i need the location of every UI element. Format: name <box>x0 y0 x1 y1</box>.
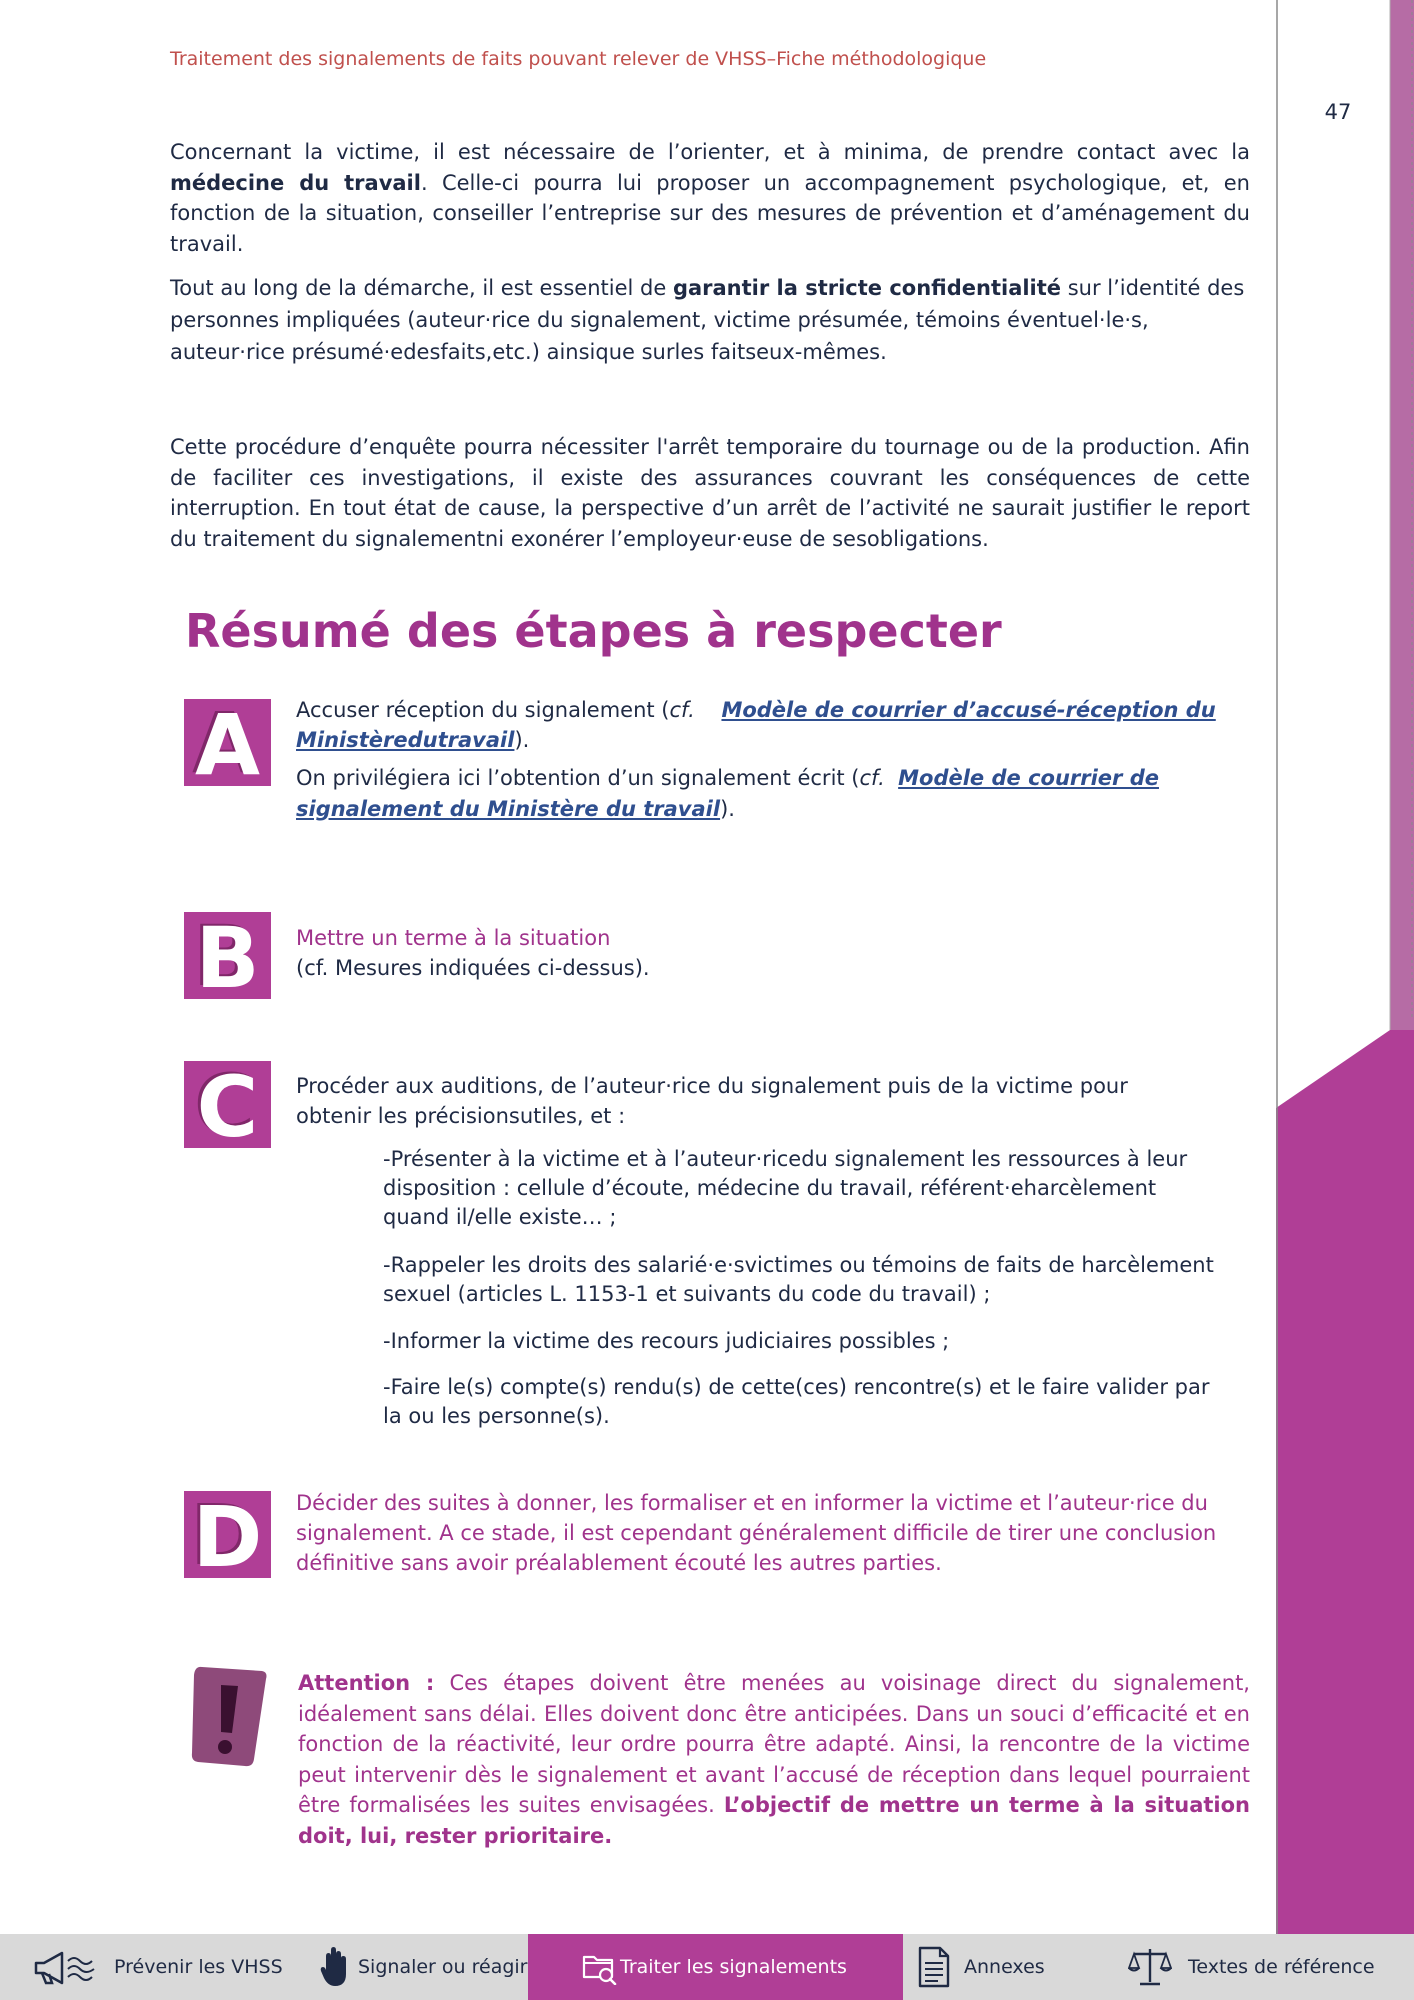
hand-icon <box>320 1946 348 1988</box>
attention-conclusion: L’objectif de mettre un terme à la situation doit, lui, rester prioritaire. <box>298 1793 1250 1848</box>
section-title: Résumé des étapes à respecter <box>185 604 1002 658</box>
nav-label-textes: Textes de référence <box>1188 1956 1375 1978</box>
step-d-text: Décider des suites à donner, les formaliser et en informer la victime et l’auteur·rice du signalement. A ce stade, il est cependant généralement difficile de tirer une conclusion définitive sans avoir préalablement écouté les autres parties. <box>296 1491 1217 1575</box>
step-a-line2: On privilégiera ici l’obtention d’un signalement écrit (cf. Modèle de courrier de signalement du Ministère du travail). <box>296 766 1159 821</box>
nav-item-signaler[interactable] <box>290 1934 528 2000</box>
step-c-item-2: -Rappeler les droits des salarié·e·svictimes ou témoins de faits de harcèlement sexuel (articles L. 1153-1 et suivants du code du travail) ; <box>383 1253 1214 1306</box>
document-icon <box>918 1946 950 1988</box>
nav-label-prevenir: Prévenir les VHSS <box>114 1956 283 1978</box>
bold-occupational-medicine: médecine du travail <box>170 170 421 195</box>
page-number: 47 <box>1324 100 1352 124</box>
paragraph-investigation: Cette procédure d’enquête pourra nécessiter l'arrêt temporaire du tournage ou de la production. Afin de faciliter ces investigations, il existe des assurances couvrant les conséquences de cette interruption. En tout état de cause, la perspective d’un arrêt de l’activité ne saurait justifier le report du traitement du signalementni exonérer l’employeur·euse de sesobligations. <box>170 435 1250 551</box>
step-c-intro: Procéder aux auditions, de l’auteur·rice du signalement puis de la victime pour obtenir les précisionsutiles, et : <box>296 1074 1128 1128</box>
step-a-line1: Accuser réception du signalement (cf. Modèle de courrier d’accusé-réception du Ministèredutravail). <box>296 698 1216 752</box>
paragraph-confidentiality: Tout au long de la démarche, il est essentiel de garantir la stricte confidentialité sur l’identité des personnes impliquées (auteur·rice du signalement, victime présumée, témoins éventuel·le·s, auteur·rice présumé·edesfaits,etc.) ainsique surles faitseux-mêmes. <box>170 276 1245 364</box>
exclamation-icon <box>188 1663 268 1769</box>
step-c-item-1: -Présenter à la victime et à l’auteur·ricedu signalement les ressources à leur disposition : cellule d’écoute, médecine du travail, référent·eharcèlement quand il/elle existe… ; <box>383 1147 1188 1229</box>
step-c-item-3: -Informer la victime des recours judiciaires possibles ; <box>383 1329 950 1353</box>
nav-label-traiter: Traiter les signalements <box>620 1956 847 1978</box>
step-b-text <box>296 923 1196 983</box>
side-tab-strip <box>1276 0 1414 1934</box>
nav-item-traiter[interactable] <box>528 1934 903 2000</box>
folder-search-icon <box>582 1949 618 1985</box>
step-a-text <box>296 695 1246 825</box>
link-acknowledgement-letter-template[interactable]: Modèle de courrier d’accusé-réception du Ministèredutravail <box>296 698 1216 752</box>
step-b-line1: Mettre un terme à la situation <box>296 926 611 950</box>
nav-label-annexes: Annexes <box>964 1956 1045 1978</box>
scales-icon <box>1128 1946 1172 1988</box>
bold-confidentiality: garantir la stricte confidentialité <box>672 276 1062 300</box>
attention-label: Attention : <box>298 1671 435 1695</box>
attention-paragraph: Attention : Ces étapes doivent être menées au voisinage direct du signalement, idéalement sans délai. Elles doivent donc être anticipées. Dans un souci d’efficacité et en fonction de la réactivité, leur ordre pourra être adapté. Ainsi, la rencontre de la victime peut intervenir dès le signalement et avant l’accusé de réception dans lequel pourraient être formalisées les suites envisagées. L’objectif de mettre un terme à la situation doit, lui, rester prioritaire. <box>298 1671 1250 1848</box>
step-b-line2: (cf. Mesures indiquées ci-dessus). <box>296 956 650 980</box>
step-d-badge: D <box>184 1491 271 1578</box>
bottom-navigation <box>0 1934 1414 2000</box>
step-a-badge: A <box>184 699 271 786</box>
step-c-item-4: -Faire le(s) compte(s) rendu(s) de cette(ces) rencontre(s) et le faire valider par la ou les personne(s). <box>383 1375 1210 1428</box>
step-b-badge: B <box>184 912 271 999</box>
nav-item-annexes[interactable] <box>903 1934 1128 2000</box>
paragraph-victim-orientation: Concernant la victime, il est nécessaire de l’orienter, et à minima, de prendre contact avec la médecine du travail. Celle-ci pourra lui proposer un accompagnement psychologique, et, en fonction de la situation, conseiller l’entreprise sur des mesures de prévention et d’aménagement du travail. <box>170 140 1250 256</box>
nav-item-prevenir[interactable] <box>0 1934 290 2000</box>
nav-label-signaler: Signaler ou réagir <box>358 1956 528 1978</box>
running-header: Traitement des signalements de faits pouvant relever de VHSS–Fiche méthodologique <box>170 48 987 70</box>
nav-item-textes[interactable] <box>1128 1934 1414 2000</box>
step-c-badge: C <box>184 1061 271 1148</box>
megaphone-icon <box>32 1947 102 1987</box>
link-report-letter-template[interactable]: Modèle de courrier de signalement du Ministère du travail <box>296 766 1159 821</box>
